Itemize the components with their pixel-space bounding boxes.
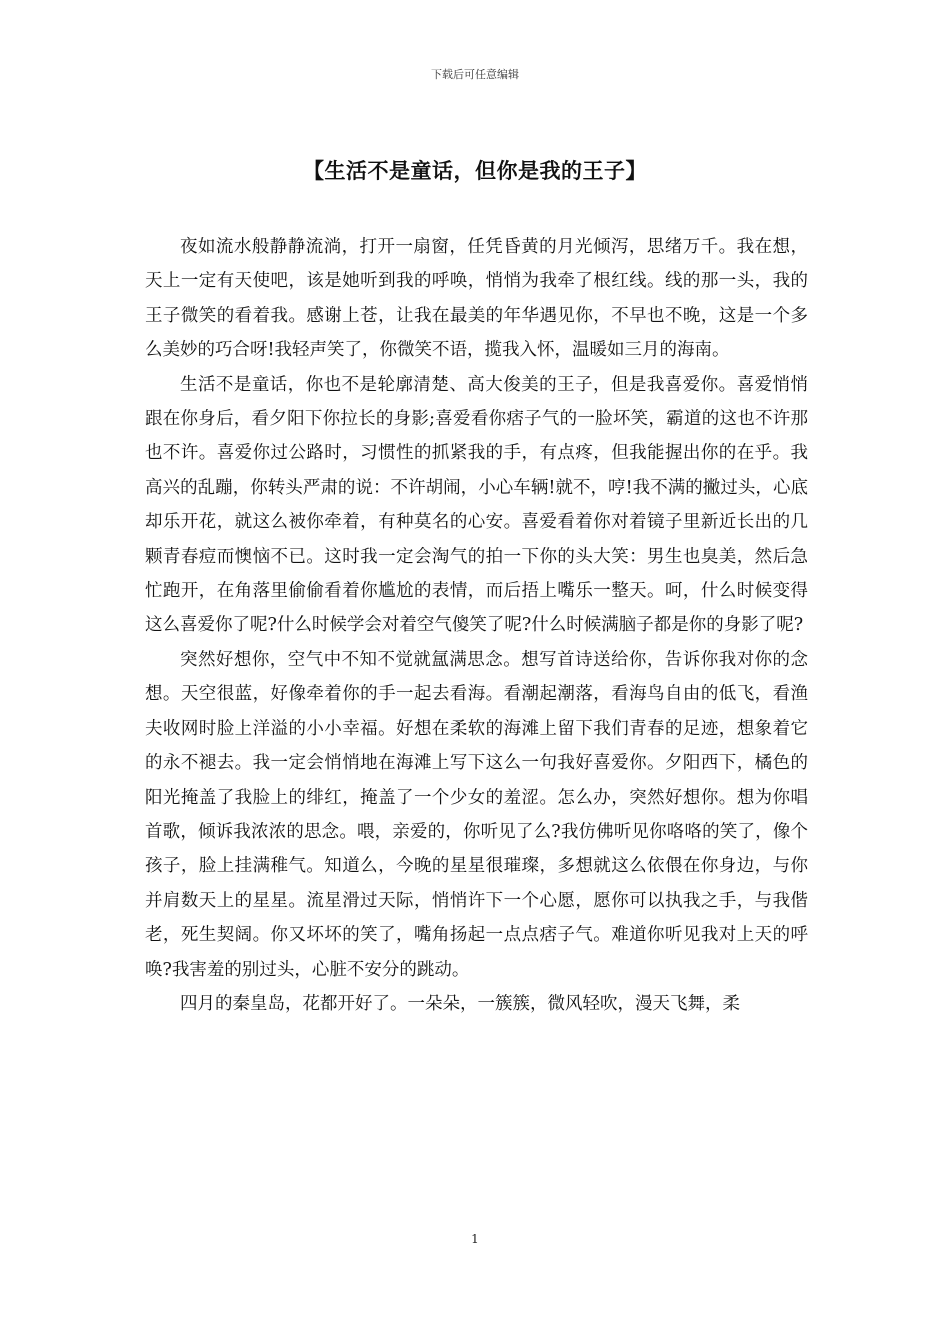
paragraph-3: 突然好想你，空气中不知不觉就氲满思念。想写首诗送给你，告诉你我对你的念想。天空很蓝，好像牵着你的手一起去看海。看潮起潮落，看海鸟自由的低飞，看渔夫收网时脸上洋溢的小小幸福。好想在柔软的海滩上留下我们青春的足迹，想象着它的永不褪去。我一定会悄悄地在海滩上写下这么一句我好喜爱你。夕阳西下，橘色的阳光掩盖了我脸上的绯红，掩盖了一个少女的羞涩。怎么办，突然好想你。想为你唱首歌，倾诉我浓浓的思念。喂，亲爱的，你听见了么?我仿佛听见你咯咯的笑了，像个孩子，脸上挂满稚气。知道么，今晚的星星很璀璨，多想就这么依偎在你身边，与你并肩数天上的星星。流星滑过天际，悄悄许下一个心愿，愿你可以执我之手，与我偕老，死生契阔。你又坏坏的笑了，嘴角扬起一点点痞子气。难道你听见我对上天的呼唤?我害羞的别过头，心脏不安分的跳动。	[145, 649, 808, 980]
paragraph-1: 夜如流水般静静流淌，打开一扇窗，任凭昏黄的月光倾泻，思绪万千。我在想，天上一定有天使吧，该是她听到我的呼唤，悄悄为我牵了根红线。线的那一头，我的王子微笑的看着我。感谢上苍，让我在最美的年华遇见你，不早也不晚，这是一个多么美妙的巧合呀!我轻声笑了，你微笑不语，揽我入怀，温暖如三月的海南。	[145, 237, 808, 361]
document-body	[145, 230, 808, 1021]
document-title: 【生活不是童话，但你是我的王子】	[303, 158, 647, 183]
paragraph-4: 四月的秦皇岛，花都开好了。一朵朵，一簇簇，微风轻吹，漫天飞舞，柔	[180, 993, 740, 1014]
page-number: 1	[471, 1232, 479, 1246]
page-header-note: 下载后可任意编辑	[431, 68, 519, 81]
paragraph-2: 生活不是童话，你也不是轮廓清楚、高大俊美的王子，但是我喜爱你。喜爱悄悄跟在你身后，看夕阳下你拉长的身影;喜爱看你痞子气的一脸坏笑，霸道的这也不许那也不许。喜爱你过公路时，习惯性的抓紧我的手，有点疼，但我能握出你的在乎。我高兴的乱蹦，你转头严肃的说：不许胡闹，小心车辆!就不，哼!我不满的撇过头，心底却乐开花，就这么被你牵着，有种莫名的心安。喜爱看着你对着镜子里新近长出的几颗青春痘而懊恼不已。这时我一定会淘气的拍一下你的头大笑：男生也臭美，然后急忙跑开，在角落里偷偷看着你尴尬的表情，而后捂上嘴乐一整天。呵，什么时候变得这么喜爱你了呢?什么时候学会对着空气傻笑了呢?什么时候满脑子都是你的身影了呢?	[145, 374, 808, 636]
